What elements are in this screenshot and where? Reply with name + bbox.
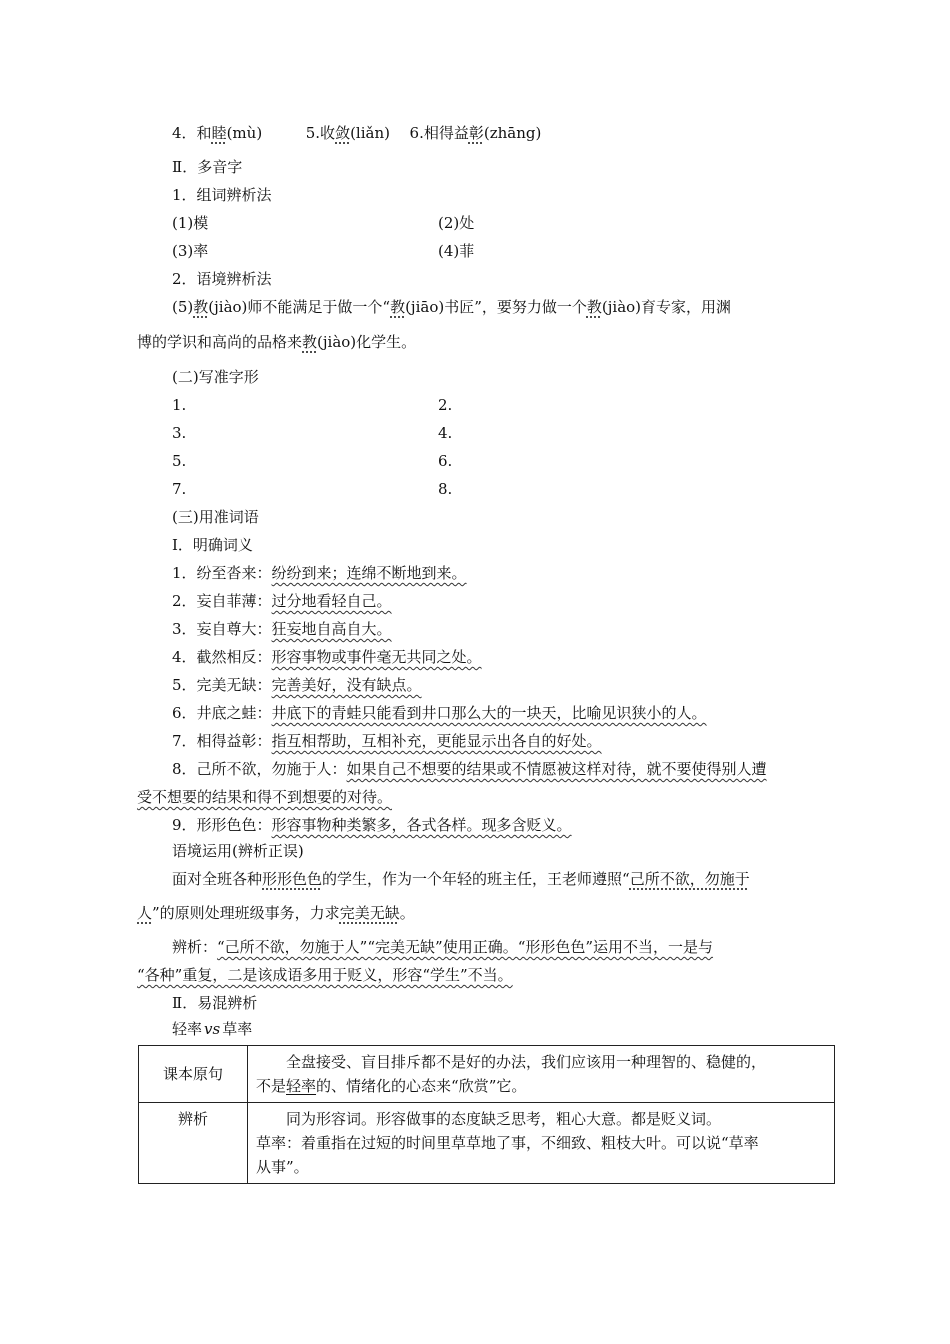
bianxi-label: 辨析：: [172, 938, 218, 956]
underlined-word: 轻率: [286, 1077, 317, 1095]
ciyi-item: [172, 731, 602, 751]
item-5-pinyin: (liǎn): [350, 124, 390, 142]
ciyi-def: 形容事物种类繁多，各式各样。现多含贬义。: [271, 816, 572, 834]
zixing-item: 2.: [438, 396, 453, 414]
table-text: 的、情绪化的心态来“欣赏”它。: [316, 1077, 527, 1095]
ciyi-item-9: [172, 815, 572, 835]
table-row: [139, 1103, 835, 1184]
bianxi-line-1: [172, 937, 713, 957]
item-4-num: 4．: [172, 124, 197, 142]
dotted-char: 教: [193, 298, 209, 316]
ciyi-item: [172, 619, 392, 639]
ciyi-item: [172, 647, 482, 667]
heading-yihun: Ⅱ．易混辨析: [172, 994, 258, 1012]
item-6-pinyin: (zhāng): [483, 124, 542, 142]
ciyi-item: [172, 675, 422, 695]
zixing-item: 4.: [438, 424, 453, 442]
table-text-line: [256, 1074, 826, 1098]
dotted-char: 教: [302, 333, 318, 351]
jiao-text: 博的学识和高尚的品格来: [137, 333, 303, 351]
ciyi-item-8-cont: [137, 787, 392, 807]
vs-title: [172, 1019, 252, 1039]
zixing-item: 1.: [172, 396, 187, 414]
item-6-num: 6.: [409, 124, 424, 142]
item-6-word: 相得益: [423, 124, 469, 142]
yunyong-line-1: [172, 869, 750, 889]
dotted-char: 教: [390, 298, 406, 316]
ciyi-def: 狂妄地自高自大。: [271, 620, 392, 638]
jiao-num: (5): [172, 298, 194, 316]
table-text: 从事”。: [256, 1158, 309, 1176]
item-6-dotted-char: 彰: [468, 124, 484, 142]
item-4-pinyin: (mù): [226, 124, 263, 142]
heading-yujing: 2．语境辨析法: [172, 270, 272, 288]
ciyi-item: [172, 703, 707, 723]
ciyi-def: 过分地看轻自己。: [271, 592, 392, 610]
dotted-phrase: 形形色色: [262, 870, 323, 888]
item-5-dotted-char: 敛: [335, 124, 351, 142]
jiao-text: (jiāo)书匠”，要努力做一个: [405, 298, 587, 316]
table-cell: [248, 1103, 835, 1184]
heading-zixing: (二)写准字形: [172, 368, 259, 386]
jiao-text: (jiào)化学生。: [317, 333, 417, 351]
heading-yunyong: 语境运用(辨析正误): [172, 842, 304, 860]
ciyi-term: 3．妄自尊大：: [172, 620, 272, 638]
ciyi-item-8: [172, 759, 767, 779]
bianxi-line-2: [137, 965, 513, 985]
ciyi-term: 9．形形色色：: [172, 816, 272, 834]
jiao-line-1: [172, 297, 731, 317]
zuci-item: (3)率: [172, 242, 209, 260]
heading-zuci: 1．组词辨析法: [172, 186, 272, 204]
jiao-text: (jiào)育专家，用渊: [601, 298, 732, 316]
ciyi-item: [172, 591, 392, 611]
dotted-phrase: 人: [137, 904, 153, 922]
ciyi-term: 7．相得益彰：: [172, 732, 272, 750]
yunyong-line-2: [137, 903, 415, 923]
yunyong-text: 。: [399, 904, 415, 922]
zixing-item: 3.: [172, 424, 187, 442]
table-text: 草率：着重指在过短的时间里草草地了事，不细致、粗枝大叶。可以说“草率: [256, 1134, 759, 1152]
heading-ciyi: Ⅰ．明确词义: [172, 536, 253, 554]
comparison-table: [138, 1045, 835, 1184]
bianxi-text: “己所不欲，勿施于人”“完美无缺”使用正确。“形形色色”运用不当，一是与: [217, 938, 714, 956]
pinyin-line: [172, 123, 541, 143]
jiao-line-2: [137, 332, 416, 352]
vs-label: vs: [204, 1020, 221, 1038]
ciyi-def: 受不想要的结果和得不到想要的对待。: [137, 788, 393, 806]
item-5-word: 收: [320, 124, 336, 142]
ciyi-item: [172, 563, 467, 583]
yunyong-text: 的学生，作为一个年轻的班主任，王老师遵照“: [322, 870, 630, 888]
vs-word-b: 草率: [222, 1020, 253, 1038]
item-5-num: 5.: [305, 124, 321, 142]
ciyi-def: 完善美好，没有缺点。: [271, 676, 422, 694]
zixing-item: 5.: [172, 452, 187, 470]
dotted-phrase: 己所不欲，勿施于: [629, 870, 750, 888]
ciyi-def: 形容事物或事件毫无共同之处。: [271, 648, 482, 666]
ciyi-def: 如果自己不想要的结果或不情愿被这样对待，就不要使得别人遭: [346, 760, 767, 778]
zixing-item: 7.: [172, 480, 187, 498]
heading-duoyin: Ⅱ．多音字: [172, 158, 243, 176]
yunyong-text: ”的原则处理班级事务，力求: [152, 904, 340, 922]
ciyi-term: 1．纷至沓来：: [172, 564, 272, 582]
table-text: 全盘接受、盲目排斥都不是好的办法，我们应该用一种理智的、稳健的，: [286, 1053, 767, 1071]
table-text: 同为形容词。形容做事的态度缺乏思考，粗心大意。都是贬义词。: [286, 1110, 722, 1128]
item-4-dotted-char: 睦: [211, 124, 227, 142]
zixing-item: 6.: [438, 452, 453, 470]
ciyi-term: 6．井底之蛙：: [172, 704, 272, 722]
dotted-phrase: 完美无缺: [339, 904, 400, 922]
yunyong-text: 面对全班各种: [172, 870, 263, 888]
table-text: 不是: [256, 1077, 287, 1095]
jiao-text: (jiào)师不能满足于做一个“: [208, 298, 391, 316]
zuci-item: (2)处: [438, 214, 475, 232]
ciyi-term: 2．妄自菲薄：: [172, 592, 272, 610]
dotted-char: 教: [586, 298, 602, 316]
ciyi-term: 4．截然相反：: [172, 648, 272, 666]
vs-word-a: 轻率: [172, 1020, 203, 1038]
ciyi-def: 指互相帮助，互相补充，更能显示出各自的好处。: [271, 732, 602, 750]
item-4-word: 和: [196, 124, 212, 142]
ciyi-def: 井底下的青蛙只能看到井口那么大的一块天，比喻见识狭小的人。: [271, 704, 707, 722]
zixing-item: 8.: [438, 480, 453, 498]
zuci-item: (4)菲: [438, 242, 475, 260]
ciyi-term: 8．己所不欲，勿施于人：: [172, 760, 347, 778]
zuci-item: (1)模: [172, 214, 209, 232]
table-head-cell: 课本原句: [139, 1046, 248, 1103]
heading-ciyu: (三)用准词语: [172, 508, 259, 526]
ciyi-def: 纷纷到来；连绵不断地到来。: [271, 564, 467, 582]
table-row: [139, 1046, 835, 1103]
ciyi-term: 5．完美无缺：: [172, 676, 272, 694]
table-head-cell: 辨析: [139, 1103, 248, 1184]
table-cell: [248, 1046, 835, 1103]
bianxi-text: “各种”重复，二是该成语多用于贬义，形容“学生”不当。: [137, 966, 513, 984]
